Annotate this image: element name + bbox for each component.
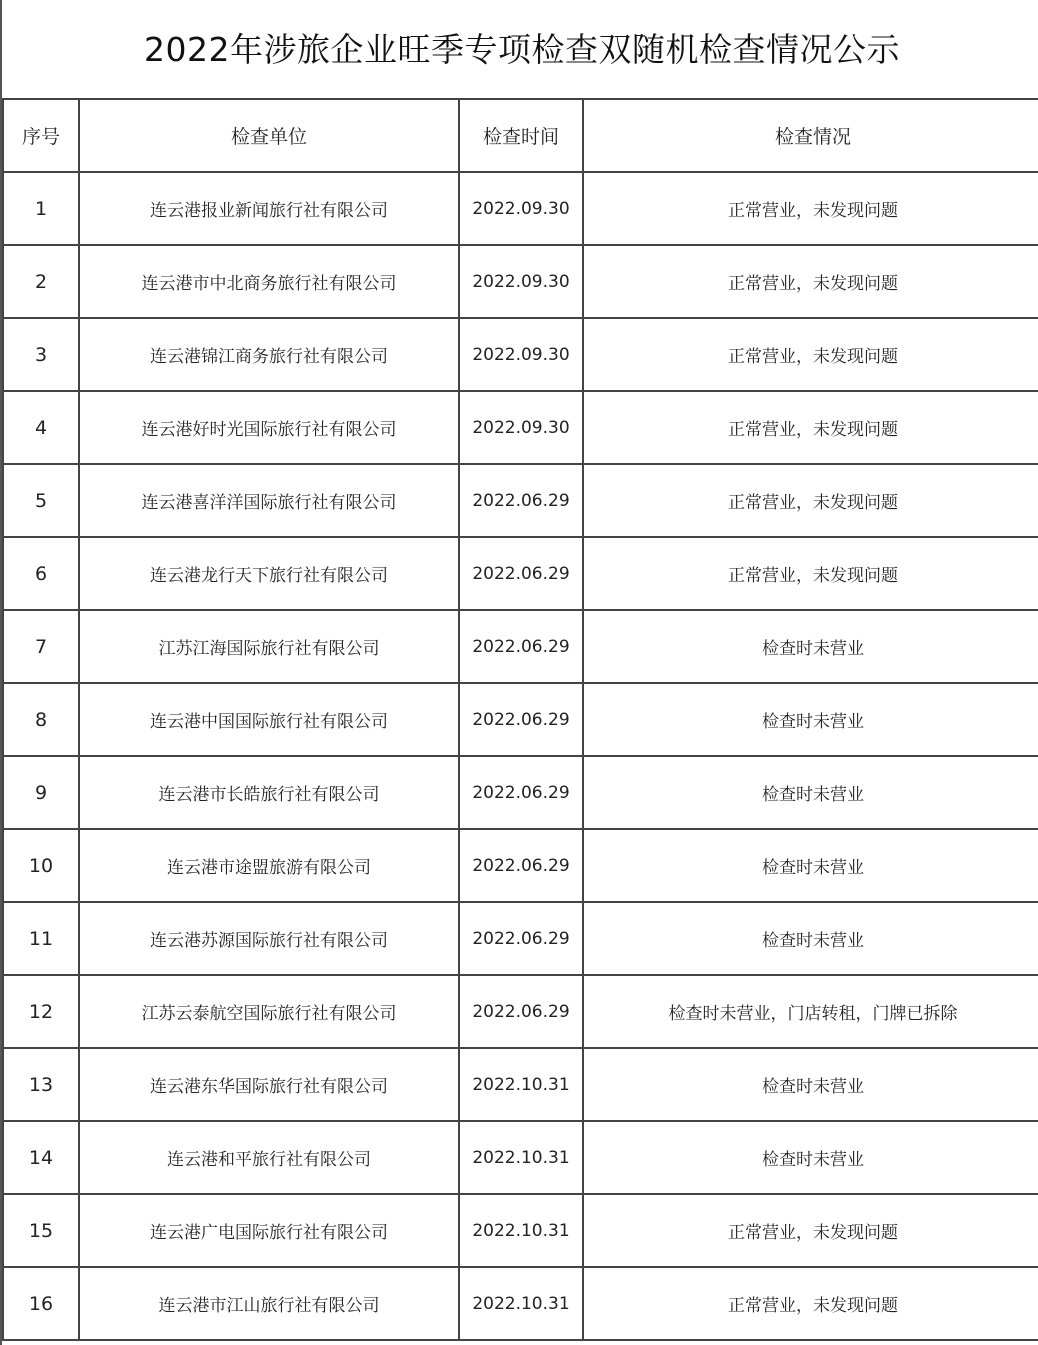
- table-row: [3, 1048, 1038, 1121]
- cell-index: 8: [3, 683, 79, 756]
- cell-date: 2022.09.30: [459, 245, 583, 318]
- cell-status: 检查时未营业: [583, 1048, 1038, 1121]
- table-row: [3, 683, 1038, 756]
- cell-date: 2022.06.29: [459, 464, 583, 537]
- cell-date: 2022.09.30: [459, 172, 583, 245]
- table-row: [3, 245, 1038, 318]
- cell-index: 12: [3, 975, 79, 1048]
- cell-date: 2022.06.29: [459, 902, 583, 975]
- cell-status: 检查时未营业: [583, 1121, 1038, 1194]
- cell-unit: 连云港龙行天下旅行社有限公司: [79, 537, 459, 610]
- cell-index: 9: [3, 756, 79, 829]
- cell-index: 13: [3, 1048, 79, 1121]
- cell-index: 14: [3, 1121, 79, 1194]
- table-row: [3, 318, 1038, 391]
- cell-status: 正常营业，未发现问题: [583, 391, 1038, 464]
- header-index: 序号: [3, 99, 79, 172]
- cell-status: 正常营业，未发现问题: [583, 172, 1038, 245]
- cell-status: 正常营业，未发现问题: [583, 1194, 1038, 1267]
- cell-date: 2022.06.29: [459, 756, 583, 829]
- table-row: [3, 1121, 1038, 1194]
- inspection-table: [2, 98, 1038, 1341]
- cell-unit: 江苏云泰航空国际旅行社有限公司: [79, 975, 459, 1048]
- cell-date: 2022.06.29: [459, 829, 583, 902]
- cell-unit: 连云港东华国际旅行社有限公司: [79, 1048, 459, 1121]
- cell-index: 1: [3, 172, 79, 245]
- cell-index: 16: [3, 1267, 79, 1340]
- header-status: 检查情况: [583, 99, 1038, 172]
- table-header-row: [3, 99, 1038, 172]
- cell-date: 2022.06.29: [459, 610, 583, 683]
- cell-index: 3: [3, 318, 79, 391]
- cell-unit: 连云港苏源国际旅行社有限公司: [79, 902, 459, 975]
- cell-status: 正常营业，未发现问题: [583, 464, 1038, 537]
- cell-date: 2022.10.31: [459, 1194, 583, 1267]
- cell-status: 检查时未营业: [583, 829, 1038, 902]
- table-row: [3, 1194, 1038, 1267]
- cell-unit: 连云港市长皓旅行社有限公司: [79, 756, 459, 829]
- cell-unit: 连云港中国国际旅行社有限公司: [79, 683, 459, 756]
- cell-unit: 连云港市中北商务旅行社有限公司: [79, 245, 459, 318]
- cell-index: 6: [3, 537, 79, 610]
- cell-unit: 连云港和平旅行社有限公司: [79, 1121, 459, 1194]
- table-row: [3, 391, 1038, 464]
- cell-date: 2022.06.29: [459, 683, 583, 756]
- cell-status: 检查时未营业: [583, 902, 1038, 975]
- table-row: [3, 756, 1038, 829]
- cell-status: 正常营业，未发现问题: [583, 318, 1038, 391]
- cell-date: 2022.10.31: [459, 1121, 583, 1194]
- cell-status: 正常营业，未发现问题: [583, 245, 1038, 318]
- cell-status: 检查时未营业: [583, 683, 1038, 756]
- cell-index: 15: [3, 1194, 79, 1267]
- cell-index: 4: [3, 391, 79, 464]
- cell-status: 检查时未营业: [583, 756, 1038, 829]
- cell-index: 7: [3, 610, 79, 683]
- cell-unit: 连云港锦江商务旅行社有限公司: [79, 318, 459, 391]
- cell-date: 2022.10.31: [459, 1048, 583, 1121]
- table-row: [3, 172, 1038, 245]
- header-date: 检查时间: [459, 99, 583, 172]
- cell-status: 正常营业，未发现问题: [583, 537, 1038, 610]
- cell-status: 检查时未营业: [583, 610, 1038, 683]
- table-row: [3, 829, 1038, 902]
- header-unit: 检查单位: [79, 99, 459, 172]
- cell-unit: 连云港市途盟旅游有限公司: [79, 829, 459, 902]
- cell-unit: 连云港喜洋洋国际旅行社有限公司: [79, 464, 459, 537]
- page-title: 2022年涉旅企业旺季专项检查双随机检查情况公示: [144, 30, 900, 69]
- cell-date: 2022.10.31: [459, 1267, 583, 1340]
- table-row: [3, 902, 1038, 975]
- cell-date: 2022.09.30: [459, 318, 583, 391]
- table-body: [3, 172, 1038, 1340]
- cell-unit: 江苏江海国际旅行社有限公司: [79, 610, 459, 683]
- cell-index: 5: [3, 464, 79, 537]
- table-row: [3, 975, 1038, 1048]
- cell-unit: 连云港市江山旅行社有限公司: [79, 1267, 459, 1340]
- table-row: [3, 1267, 1038, 1340]
- cell-unit: 连云港广电国际旅行社有限公司: [79, 1194, 459, 1267]
- cell-date: 2022.06.29: [459, 537, 583, 610]
- table-row: [3, 464, 1038, 537]
- cell-index: 2: [3, 245, 79, 318]
- table-row: [3, 610, 1038, 683]
- cell-status: 检查时未营业，门店转租，门牌已拆除: [583, 975, 1038, 1048]
- cell-index: 11: [3, 902, 79, 975]
- table-row: [3, 537, 1038, 610]
- cell-date: 2022.09.30: [459, 391, 583, 464]
- cell-status: 正常营业，未发现问题: [583, 1267, 1038, 1340]
- cell-unit: 连云港好时光国际旅行社有限公司: [79, 391, 459, 464]
- cell-unit: 连云港报业新闻旅行社有限公司: [79, 172, 459, 245]
- cell-index: 10: [3, 829, 79, 902]
- cell-date: 2022.06.29: [459, 975, 583, 1048]
